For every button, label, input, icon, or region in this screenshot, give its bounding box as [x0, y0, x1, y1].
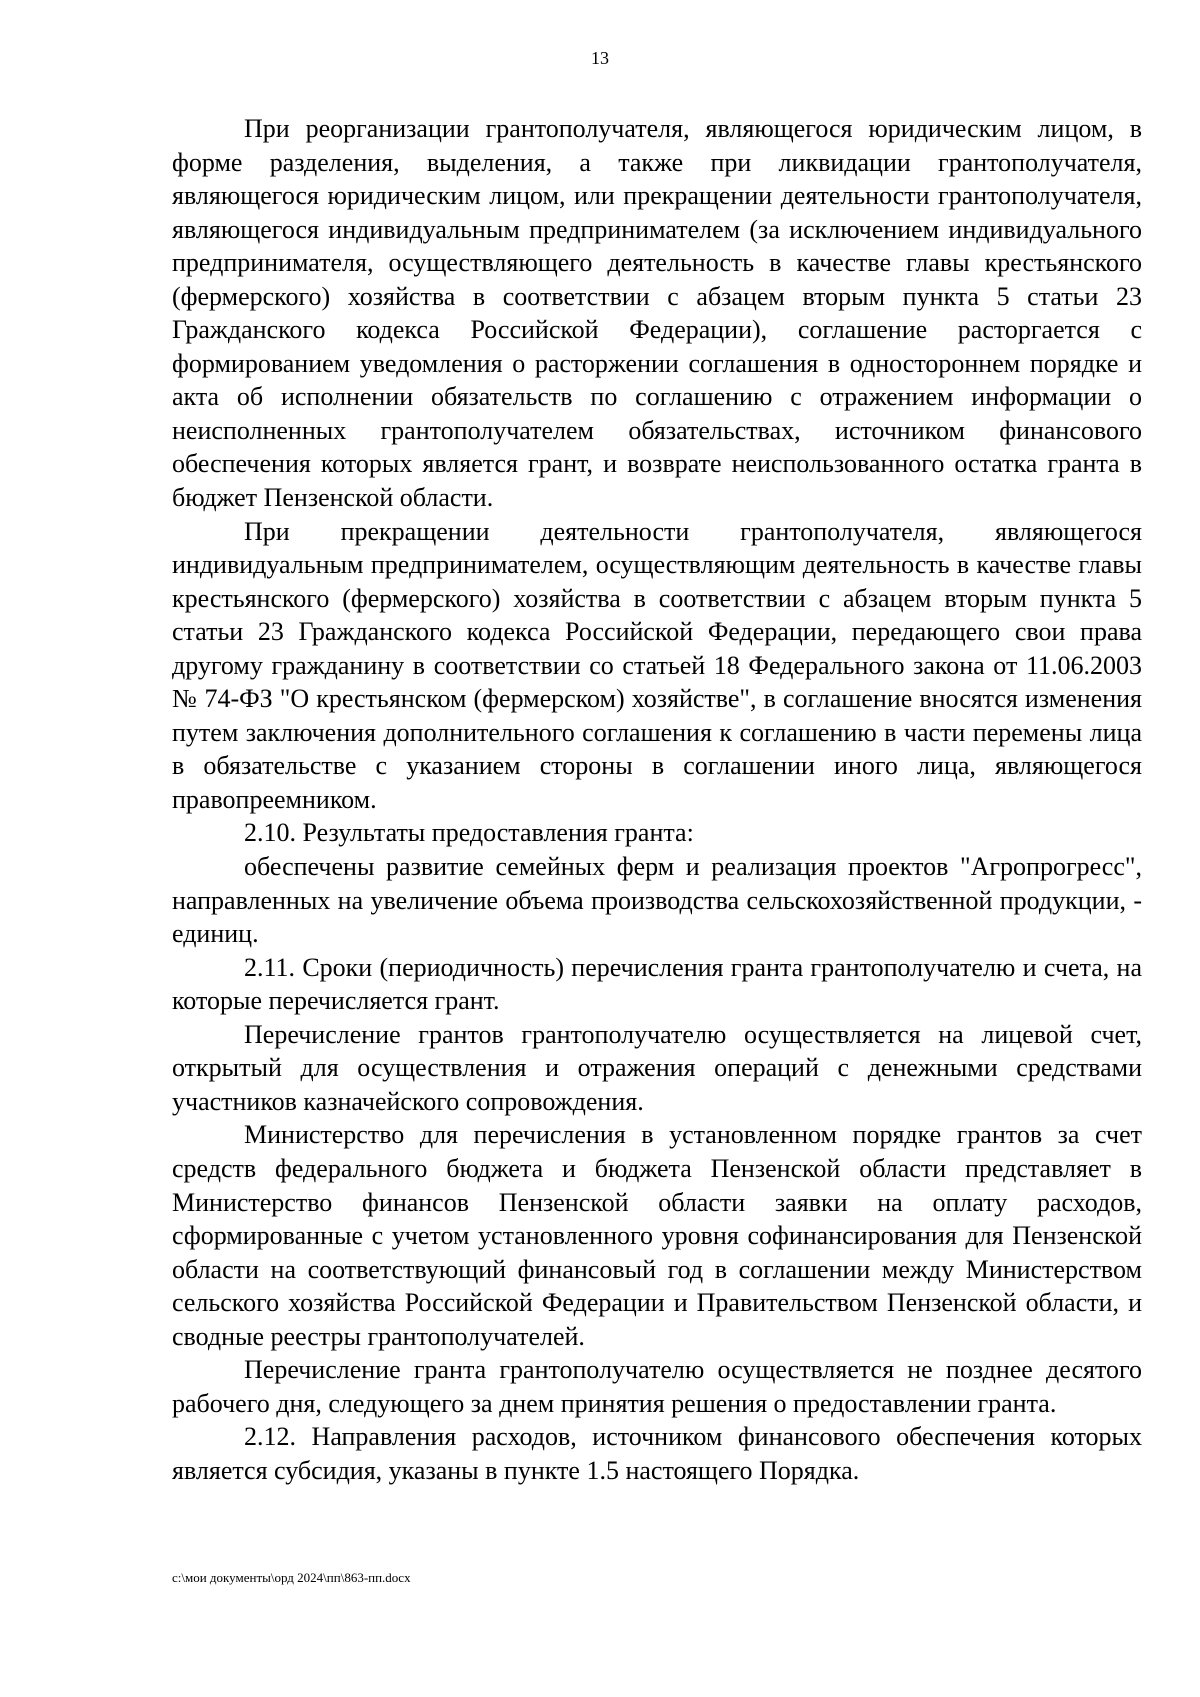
- paragraph-reorganization: При реорганизации грантополучателя, являющегося юридическим лицом, в форме разделения, выделения, а также при ликвидации грантополучателя, являющегося юридическим лицом, или прекращении деятельности грантополучателя, являющегося индивидуальным предпринимателем (за исключением индивидуального предпринимателя, осуществляющего деятельность в качестве главы крестьянского (фермерского) хозяйства в соответствии с абзацем вторым пункта 5 статьи 23 Гражданского кодекса Российской Федерации), соглашение расторгается с формированием уведомления о расторжении соглашения в одностороннем порядке и акта об исполнении обязательств по соглашению с отражением информации о неисполненных грантополучателем обязательствах, источником финансового обеспечения которых является грант, и возврате неиспользованного остатка гранта в бюджет Пензенской области.: [172, 114, 1142, 513]
- paragraph-transfer-deadline: Перечисление гранта грантополучателю осуществляется не позднее десятого рабочего дня, следующего за днем принятия решения о предоставлении гранта.: [172, 1355, 1142, 1418]
- document-body: [172, 112, 1142, 1487]
- page-number: 13: [591, 48, 609, 68]
- paragraph-2-12: 2.12. Направления расходов, источником финансового обеспечения которых является субсидия, указаны в пункте 1.5 настоящего Порядка.: [172, 1422, 1142, 1485]
- paragraph-2-10-heading: 2.10. Результаты предоставления гранта:: [244, 818, 694, 848]
- paragraph-2-11-heading: 2.11. Сроки (периодичность) перечисления гранта грантополучателю и счета, на которые перечисляется грант.: [172, 952, 1142, 1016]
- footer-file-path: c:\мои документы\орд 2024\пп\863-пп.docx: [172, 1570, 411, 1585]
- paragraph-2-10-results: обеспечены развитие семейных ферм и реализация проектов "Агропрогресс", направленных на увеличение объема производства сельскохозяйственной продукции, - единиц.: [172, 852, 1142, 949]
- paragraph-account-transfer: Перечисление грантов грантополучателю осуществляется на лицевой счет, открытый для осуществления и отражения операций с денежными средствами участников казначейского сопровождения.: [172, 1019, 1142, 1116]
- paragraph-termination: При прекращении деятельности грантополучателя, являющегося индивидуальным предпринимателем, осуществляющим деятельность в качестве главы крестьянского (фермерского) хозяйства в соответствии с абзацем вторым пункта 5 статьи 23 Гражданского кодекса Российской Федерации, передающего свои права другому гражданину в соответствии со статьей 18 Федерального закона от 11.06.2003 № 74-ФЗ "О крестьянском (фермерском) хозяйстве", в соглашение вносятся изменения путем заключения дополнительного соглашения к соглашению в части перемены лица в обязательстве с указанием стороны в соглашении иного лица, являющегося правопреемником.: [172, 516, 1142, 814]
- paragraph-ministry-requests: Министерство для перечисления в установленном порядке грантов за счет средств федерального бюджета и бюджета Пензенской области представляет в Министерство финансов Пензенской области заявки на оплату расходов, сформированные с учетом установленного уровня софинансирования для Пензенской области на соответствующий финансовый год в соглашении между Министерством сельского хозяйства Российской Федерации и Правительством Пензенской области, и сводные реестры грантополучателей.: [172, 1120, 1142, 1351]
